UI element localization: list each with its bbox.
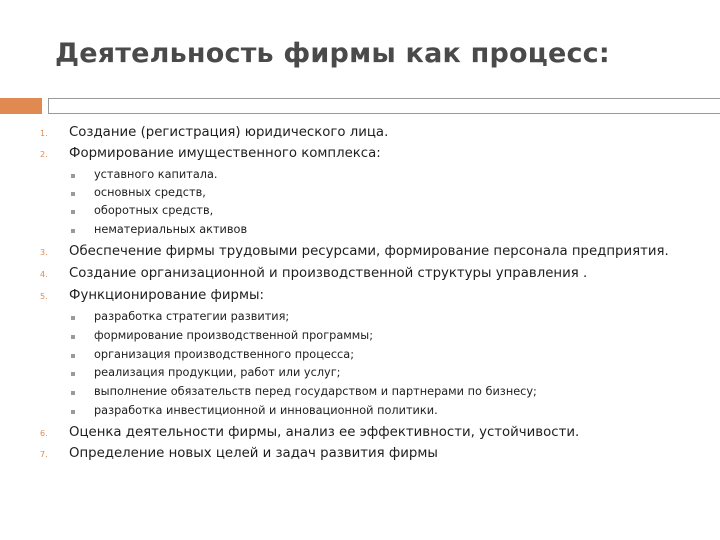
list-number: 2. — [40, 150, 48, 159]
sub-list-item: разработка инвестиционной и инновационной политики. — [94, 404, 438, 417]
sub-list-item: оборотных средств, — [94, 204, 214, 217]
bullet-icon — [71, 174, 75, 178]
sub-list-item: реализация продукции, работ или услуг; — [94, 366, 341, 379]
list-item: Функционирование фирмы: — [69, 288, 264, 303]
list-item: Формирование имущественного комплекса: — [69, 146, 381, 161]
bullet-icon — [71, 229, 75, 233]
list-item: Создание организационной и производственной структуры управления . — [69, 266, 588, 281]
sub-list-item: организация производственного процесса; — [94, 348, 354, 361]
list-number: 6. — [40, 429, 48, 438]
list-number: 5. — [40, 292, 48, 301]
list-item: Оценка деятельности фирмы, анализ ее эффективности, устойчивости. — [69, 425, 580, 440]
sub-list-item: нематериальных активов — [94, 223, 248, 236]
bullet-icon — [71, 210, 75, 214]
sub-list-item: формирование производственной программы; — [94, 329, 374, 342]
sub-list-item: выполнение обязательств перед государством и партнерами по бизнесу; — [94, 385, 537, 398]
sub-list-item: основных средств, — [94, 186, 206, 199]
list-item: Определение новых целей и задач развития фирмы — [69, 446, 438, 461]
sub-list-item: разработка стратегии развития; — [94, 310, 290, 323]
list-number: 7. — [40, 450, 48, 459]
list-number: 4. — [40, 270, 48, 279]
bullet-icon — [71, 192, 75, 196]
bullet-icon — [71, 335, 75, 339]
bullet-icon — [71, 410, 75, 414]
bullet-icon — [71, 354, 75, 358]
bullet-icon — [71, 391, 75, 395]
list-number: 1. — [40, 129, 48, 138]
bullet-icon — [71, 372, 75, 376]
list-number: 3. — [40, 248, 48, 257]
sub-list-item: уставного капитала. — [94, 168, 218, 181]
list-item: Создание (регистрация) юридического лица. — [69, 125, 389, 140]
list-item: Обеспечение фирмы трудовыми ресурсами, формирование персонала предприятия. — [69, 244, 669, 259]
slide-title: Деятельность фирмы как процесс: — [55, 38, 610, 69]
bullet-icon — [71, 316, 75, 320]
